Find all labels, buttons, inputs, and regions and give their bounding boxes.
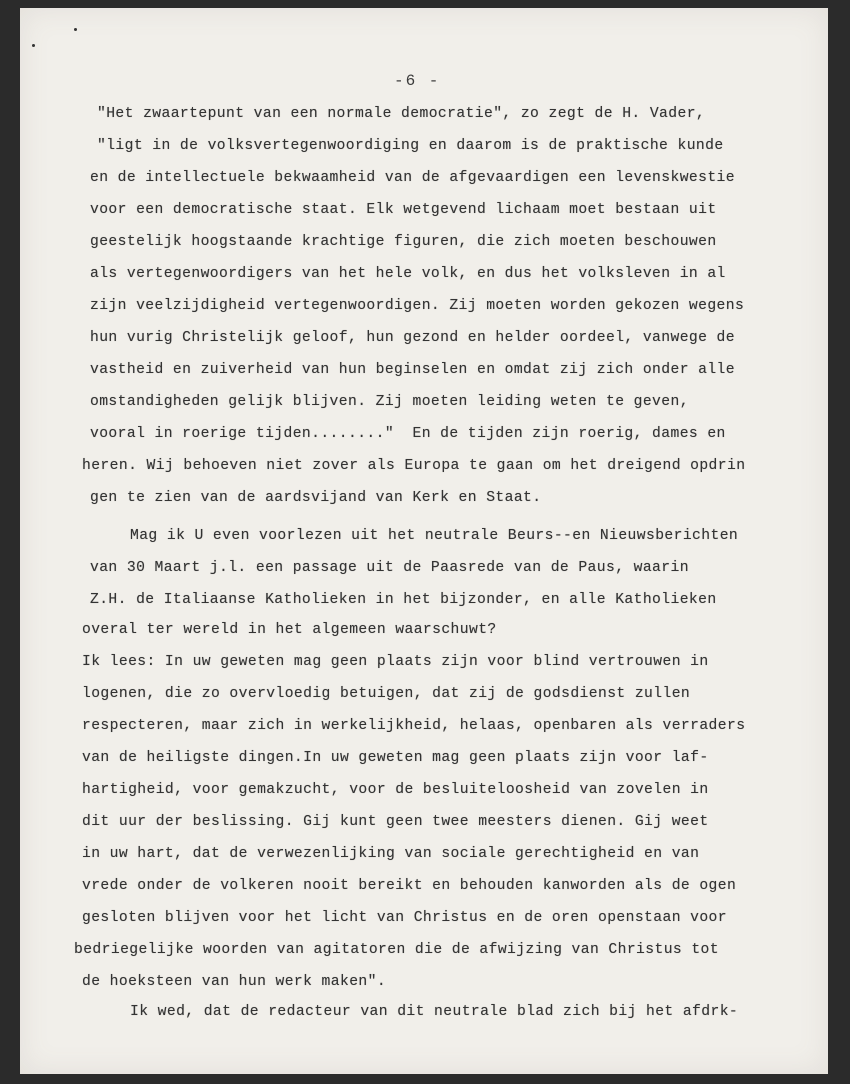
text-line: Ik lees: In uw geweten mag geen plaats zijn voor blind vertrouwen in	[82, 654, 709, 670]
text-line: overal ter wereld in het algemeen waarschuwt?	[82, 622, 497, 638]
text-line: als vertegenwoordigers van het hele volk, en dus het volksleven in al	[90, 266, 726, 282]
text-line: vrede onder de volkeren nooit bereikt en behouden kanworden als de ogen	[82, 878, 737, 894]
text-line: hartigheid, voor gemakzucht, voor de besluiteloosheid van zovelen in	[82, 782, 709, 798]
text-line: gen te zien van de aardsvijand van Kerk en Staat.	[90, 490, 542, 506]
text-line: dit uur der beslissing. Gij kunt geen twee meesters dienen. Gij weet	[82, 814, 709, 830]
text-line: Mag ik U even voorlezen uit het neutrale Beurs--en Nieuwsberichten	[130, 528, 739, 544]
text-line: vastheid en zuiverheid van hun beginselen en omdat zij zich onder alle	[90, 362, 735, 378]
text-line: hun vurig Christelijk geloof, hun gezond en helder oordeel, vanwege de	[90, 330, 735, 346]
text-line: Ik wed, dat de redacteur van dit neutrale blad zich bij het afdrk-	[130, 1004, 739, 1020]
text-line: de hoeksteen van hun werk maken".	[82, 974, 387, 990]
page-number: -6 -	[394, 72, 441, 90]
text-line: gesloten blijven voor het licht van Christus en de oren openstaan voor	[82, 910, 727, 926]
ink-dot	[32, 44, 35, 47]
text-line: van de heiligste dingen.In uw geweten mag geen plaats zijn voor laf-	[82, 750, 709, 766]
text-line: heren. Wij behoeven niet zover als Europa te gaan om het dreigend opdrin	[82, 458, 746, 474]
text-line: bedriegelijke woorden van agitatoren die de afwijzing van Christus tot	[74, 942, 719, 958]
document-page	[20, 8, 828, 1074]
text-line: in uw hart, dat de verwezenlijking van sociale gerechtigheid en van	[82, 846, 700, 862]
text-line: voor een democratische staat. Elk wetgevend lichaam moet bestaan uit	[90, 202, 717, 218]
text-line: geestelijk hoogstaande krachtige figuren, die zich moeten beschouwen	[90, 234, 717, 250]
text-line: vooral in roerige tijden........" En de tijden zijn roerig, dames en	[90, 426, 726, 442]
text-line: respecteren, maar zich in werkelijkheid, helaas, openbaren als verraders	[82, 718, 746, 734]
text-line: Z.H. de Italiaanse Katholieken in het bijzonder, en alle Katholieken	[90, 592, 717, 608]
text-line: en de intellectuele bekwaamheid van de afgevaardigen een levenskwestie	[90, 170, 735, 186]
ink-dot	[74, 28, 77, 31]
text-line: zijn veelzijdigheid vertegenwoordigen. Zij moeten worden gekozen wegens	[90, 298, 745, 314]
text-line: van 30 Maart j.l. een passage uit de Paasrede van de Paus, waarin	[90, 560, 689, 576]
text-line: "Het zwaartepunt van een normale democratie", zo zegt de H. Vader,	[97, 106, 706, 122]
text-line: logenen, die zo overvloedig betuigen, dat zij de godsdienst zullen	[82, 686, 691, 702]
text-line: "ligt in de volksvertegenwoordiging en daarom is de praktische kunde	[97, 138, 724, 154]
text-line: omstandigheden gelijk blijven. Zij moeten leiding weten te geven,	[90, 394, 689, 410]
